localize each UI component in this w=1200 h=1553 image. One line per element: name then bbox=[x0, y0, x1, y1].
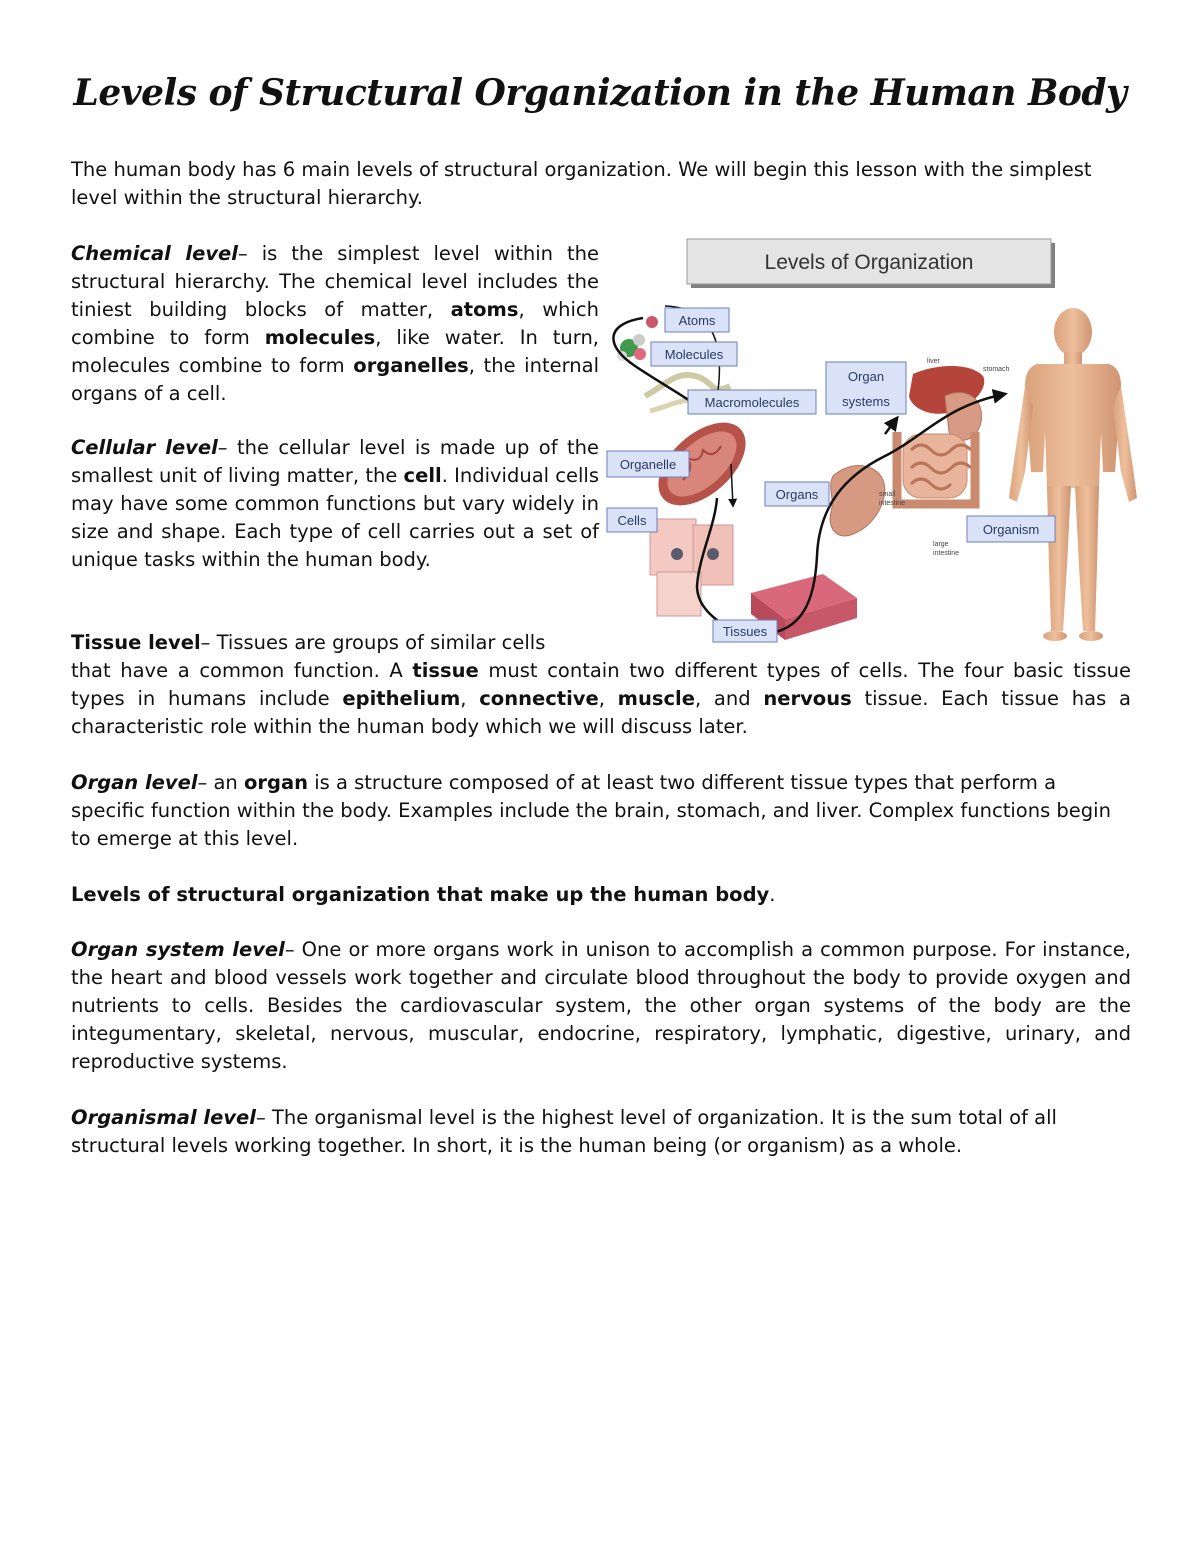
tissue-level-term: Tissue level bbox=[71, 631, 201, 654]
tissue-text-3: must contain two different types of cells. The four basic tissue types in humans include bbox=[71, 659, 1131, 710]
annotation-large-intestine-1: large bbox=[933, 541, 949, 548]
label-organelle: Organelle bbox=[619, 457, 677, 472]
cellular-level-term: Cellular level bbox=[71, 436, 218, 459]
label-atoms: Atoms bbox=[678, 313, 716, 328]
tissue-sep-3: , and bbox=[694, 687, 764, 710]
epithelium-term: epithelium bbox=[342, 687, 461, 710]
tissue-text-2: that have a common function. A bbox=[71, 659, 413, 682]
organ-system-level-paragraph bbox=[71, 936, 1131, 1076]
label-cells: Cells bbox=[617, 513, 647, 528]
label-organism: Organism bbox=[982, 522, 1040, 537]
organismal-level-term: Organismal level bbox=[71, 1106, 256, 1129]
cellular-text-1: – the cellular level is made up of the smallest unit of living matter, the bbox=[71, 436, 599, 487]
organ-text-1: – an bbox=[197, 771, 244, 794]
muscle-term: muscle bbox=[617, 687, 695, 710]
cell-term: cell bbox=[403, 464, 442, 487]
organismal-text-1: – The organismal level is the highest level of organization. It is the sum total of all structural levels working together. In short, it is the human being (or organism) as a whole. bbox=[71, 1106, 1057, 1157]
tissue-sep-1: , bbox=[460, 687, 480, 710]
tissue-text-1: – Tissues are groups of similar cells bbox=[200, 631, 546, 654]
figure-title: Levels of Organization bbox=[764, 251, 974, 274]
chemical-text-4: , the internal organs of a cell. bbox=[71, 354, 599, 405]
organ-level-term: Organ level bbox=[71, 771, 198, 794]
connective-term: connective bbox=[479, 687, 599, 710]
tissue-text-4: tissue. Each tissue has a characteristic role within the human body which we will discuss later. bbox=[71, 687, 1131, 738]
label-organ-systems-line1: Organ bbox=[847, 369, 885, 384]
annotation-small-intestine-1: small bbox=[879, 491, 896, 498]
label-organ-systems-line2: systems bbox=[842, 394, 890, 409]
chemical-text-3: , like water. In turn, molecules combine to form bbox=[71, 326, 599, 377]
page-title: Levels of Structural Organization in the Human Body bbox=[73, 72, 1127, 114]
figure-title-box bbox=[687, 239, 1055, 288]
organ-level-paragraph bbox=[71, 769, 1131, 853]
tissue-level-first-line bbox=[71, 629, 545, 657]
chemical-text-2: , which combine to form bbox=[71, 298, 600, 349]
label-molecules: Molecules bbox=[664, 347, 724, 362]
annotation-liver: liver bbox=[927, 358, 940, 365]
human-body-illustration bbox=[1009, 308, 1137, 641]
label-macromolecules: Macromolecules bbox=[704, 395, 800, 410]
chemical-level-paragraph bbox=[71, 240, 599, 408]
cells-illustration bbox=[650, 519, 733, 616]
organelles-term: organelles bbox=[353, 354, 469, 377]
cellular-text-2: . Individual cells may have some common functions but vary widely in size and shape. Each type of cell carries out a set of unique tasks within the human body. bbox=[71, 464, 599, 571]
annotation-stomach: stomach bbox=[983, 366, 1010, 373]
tissue-level-paragraph bbox=[71, 657, 1131, 741]
levels-of-organization-figure bbox=[605, 236, 1137, 648]
annotation-large-intestine-2: intestine bbox=[933, 550, 960, 557]
organismal-level-paragraph bbox=[71, 1104, 1131, 1160]
section-heading-text: Levels of structural organization that make up the human body bbox=[71, 883, 770, 906]
section-heading-end: . bbox=[769, 883, 776, 906]
chemical-level-term: Chemical level bbox=[71, 242, 238, 265]
tissue-sep-2: , bbox=[598, 687, 618, 710]
cellular-level-paragraph bbox=[71, 434, 599, 574]
label-organs: Organs bbox=[775, 487, 819, 502]
intro-paragraph: The human body has 6 main levels of structural organization. We will begin this lesson with the simplest level within the structural hierarchy. bbox=[71, 158, 1092, 209]
chemical-text-1: – is the simplest level within the structural hierarchy. The chemical level includes the tiniest building blocks of matter, bbox=[71, 242, 599, 321]
molecules-term: molecules bbox=[264, 326, 376, 349]
organ-system-level-term: Organ system level bbox=[71, 938, 285, 961]
organ-system-text-1: – One or more organs work in unison to accomplish a common purpose. For instance, the heart and blood vessels work together and circulate blood throughout the body to provide oxygen and nutrients to cells. Besides the cardiovascular system, the other organ systems of the body are the integumentary, skeletal, nervous, muscular, endocrine, respiratory, lymphatic, digestive, urinary, and reproductive systems. bbox=[71, 938, 1131, 1073]
nervous-term: nervous bbox=[763, 687, 852, 710]
organ-text-2: is a structure composed of at least two different tissue types that perform a specific function within the body. Examples include the brain, stomach, and liver. Complex functions begin to emerge at this level. bbox=[71, 771, 1111, 850]
annotation-small-intestine-2: intestine bbox=[879, 500, 906, 507]
organ-term: organ bbox=[243, 771, 308, 794]
label-tissues: Tissues bbox=[722, 624, 768, 639]
tissue-term: tissue bbox=[412, 659, 479, 682]
atoms-term: atoms bbox=[450, 298, 519, 321]
section-heading bbox=[71, 881, 1131, 909]
